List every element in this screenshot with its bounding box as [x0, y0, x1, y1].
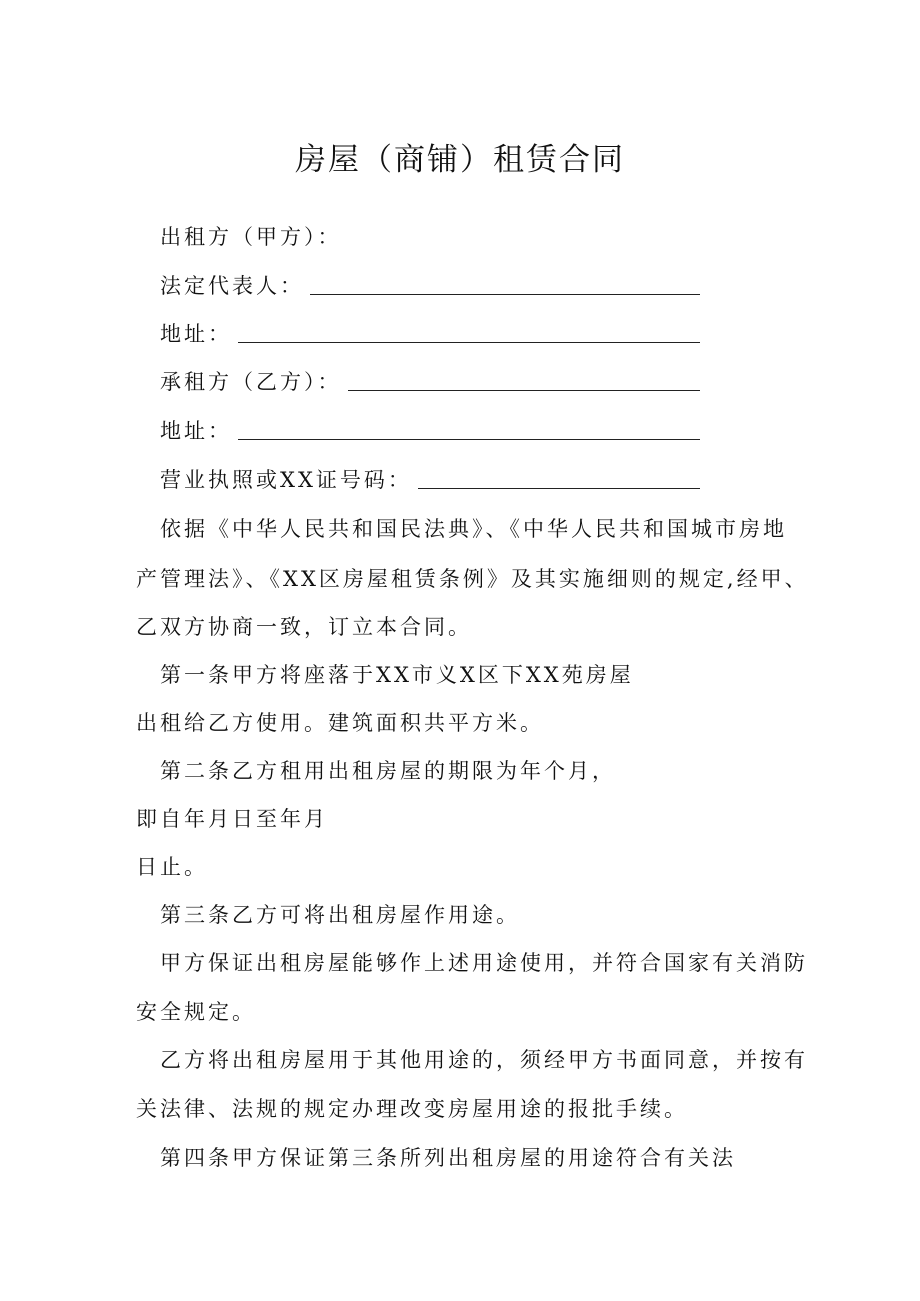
- lessor-address-blank[interactable]: [238, 342, 700, 343]
- lessor-field: [160, 222, 342, 252]
- lessee-blank[interactable]: [348, 390, 701, 391]
- paragraph-line: 关法律、法规的规定办理改变房屋用途的报批手续。: [136, 1097, 688, 1121]
- lessee-label: 承租方（乙方）：: [160, 370, 342, 394]
- article-1-line: 第一条甲方将座落于XX市义X区下XX苑房屋: [160, 663, 634, 687]
- lessee-field[interactable]: [160, 367, 700, 397]
- paragraph-line: 依据《中华人民共和国民法典》、《中华人民共和国城市房地: [160, 517, 787, 541]
- contract-title: 房屋（商铺）租赁合同: [295, 142, 625, 178]
- article-3-line: 第三条乙方可将出租房屋作用途。: [160, 903, 520, 927]
- article-2-line: 第二条乙方租用出租房屋的期限为年个月，: [160, 759, 616, 783]
- paragraph-line: 乙双方协商一致，订立本合同。: [136, 615, 472, 639]
- legal-representative-label: 法定代表人：: [160, 274, 304, 298]
- lessee-address-blank[interactable]: [238, 439, 700, 440]
- business-license-blank[interactable]: [418, 488, 700, 489]
- paragraph-line: 甲方保证出租房屋能够作上述用途使用，并符合国家有关消防: [160, 951, 808, 975]
- article-2-line: 即自年月日至年月: [136, 807, 328, 831]
- article-2-line: 日止。: [136, 855, 208, 879]
- lessee-address-field[interactable]: [160, 416, 700, 446]
- legal-representative-field[interactable]: [160, 271, 700, 301]
- article-1-line: 出租给乙方使用。建筑面积共平方米。: [136, 711, 544, 735]
- paragraph-line: 产管理法》、《XX区房屋租赁条例》及其实施细则的规定,经甲、: [136, 567, 809, 591]
- business-license-field[interactable]: [160, 465, 700, 495]
- lessor-label: 出租方（甲方）：: [160, 225, 342, 249]
- lessee-address-label: 地址：: [160, 419, 232, 443]
- lessor-address-label: 地址：: [160, 322, 232, 346]
- business-license-label: 营业执照或XX证号码：: [160, 468, 412, 492]
- paragraph-line: 乙方将出租房屋用于其他用途的，须经甲方书面同意，并按有: [160, 1048, 808, 1072]
- legal-representative-blank[interactable]: [310, 294, 700, 295]
- paragraph-line: 安全规定。: [136, 1000, 256, 1024]
- lessor-address-field[interactable]: [160, 319, 700, 349]
- article-4-line: 第四条甲方保证第三条所列出租房屋的用途符合有关法: [160, 1146, 736, 1170]
